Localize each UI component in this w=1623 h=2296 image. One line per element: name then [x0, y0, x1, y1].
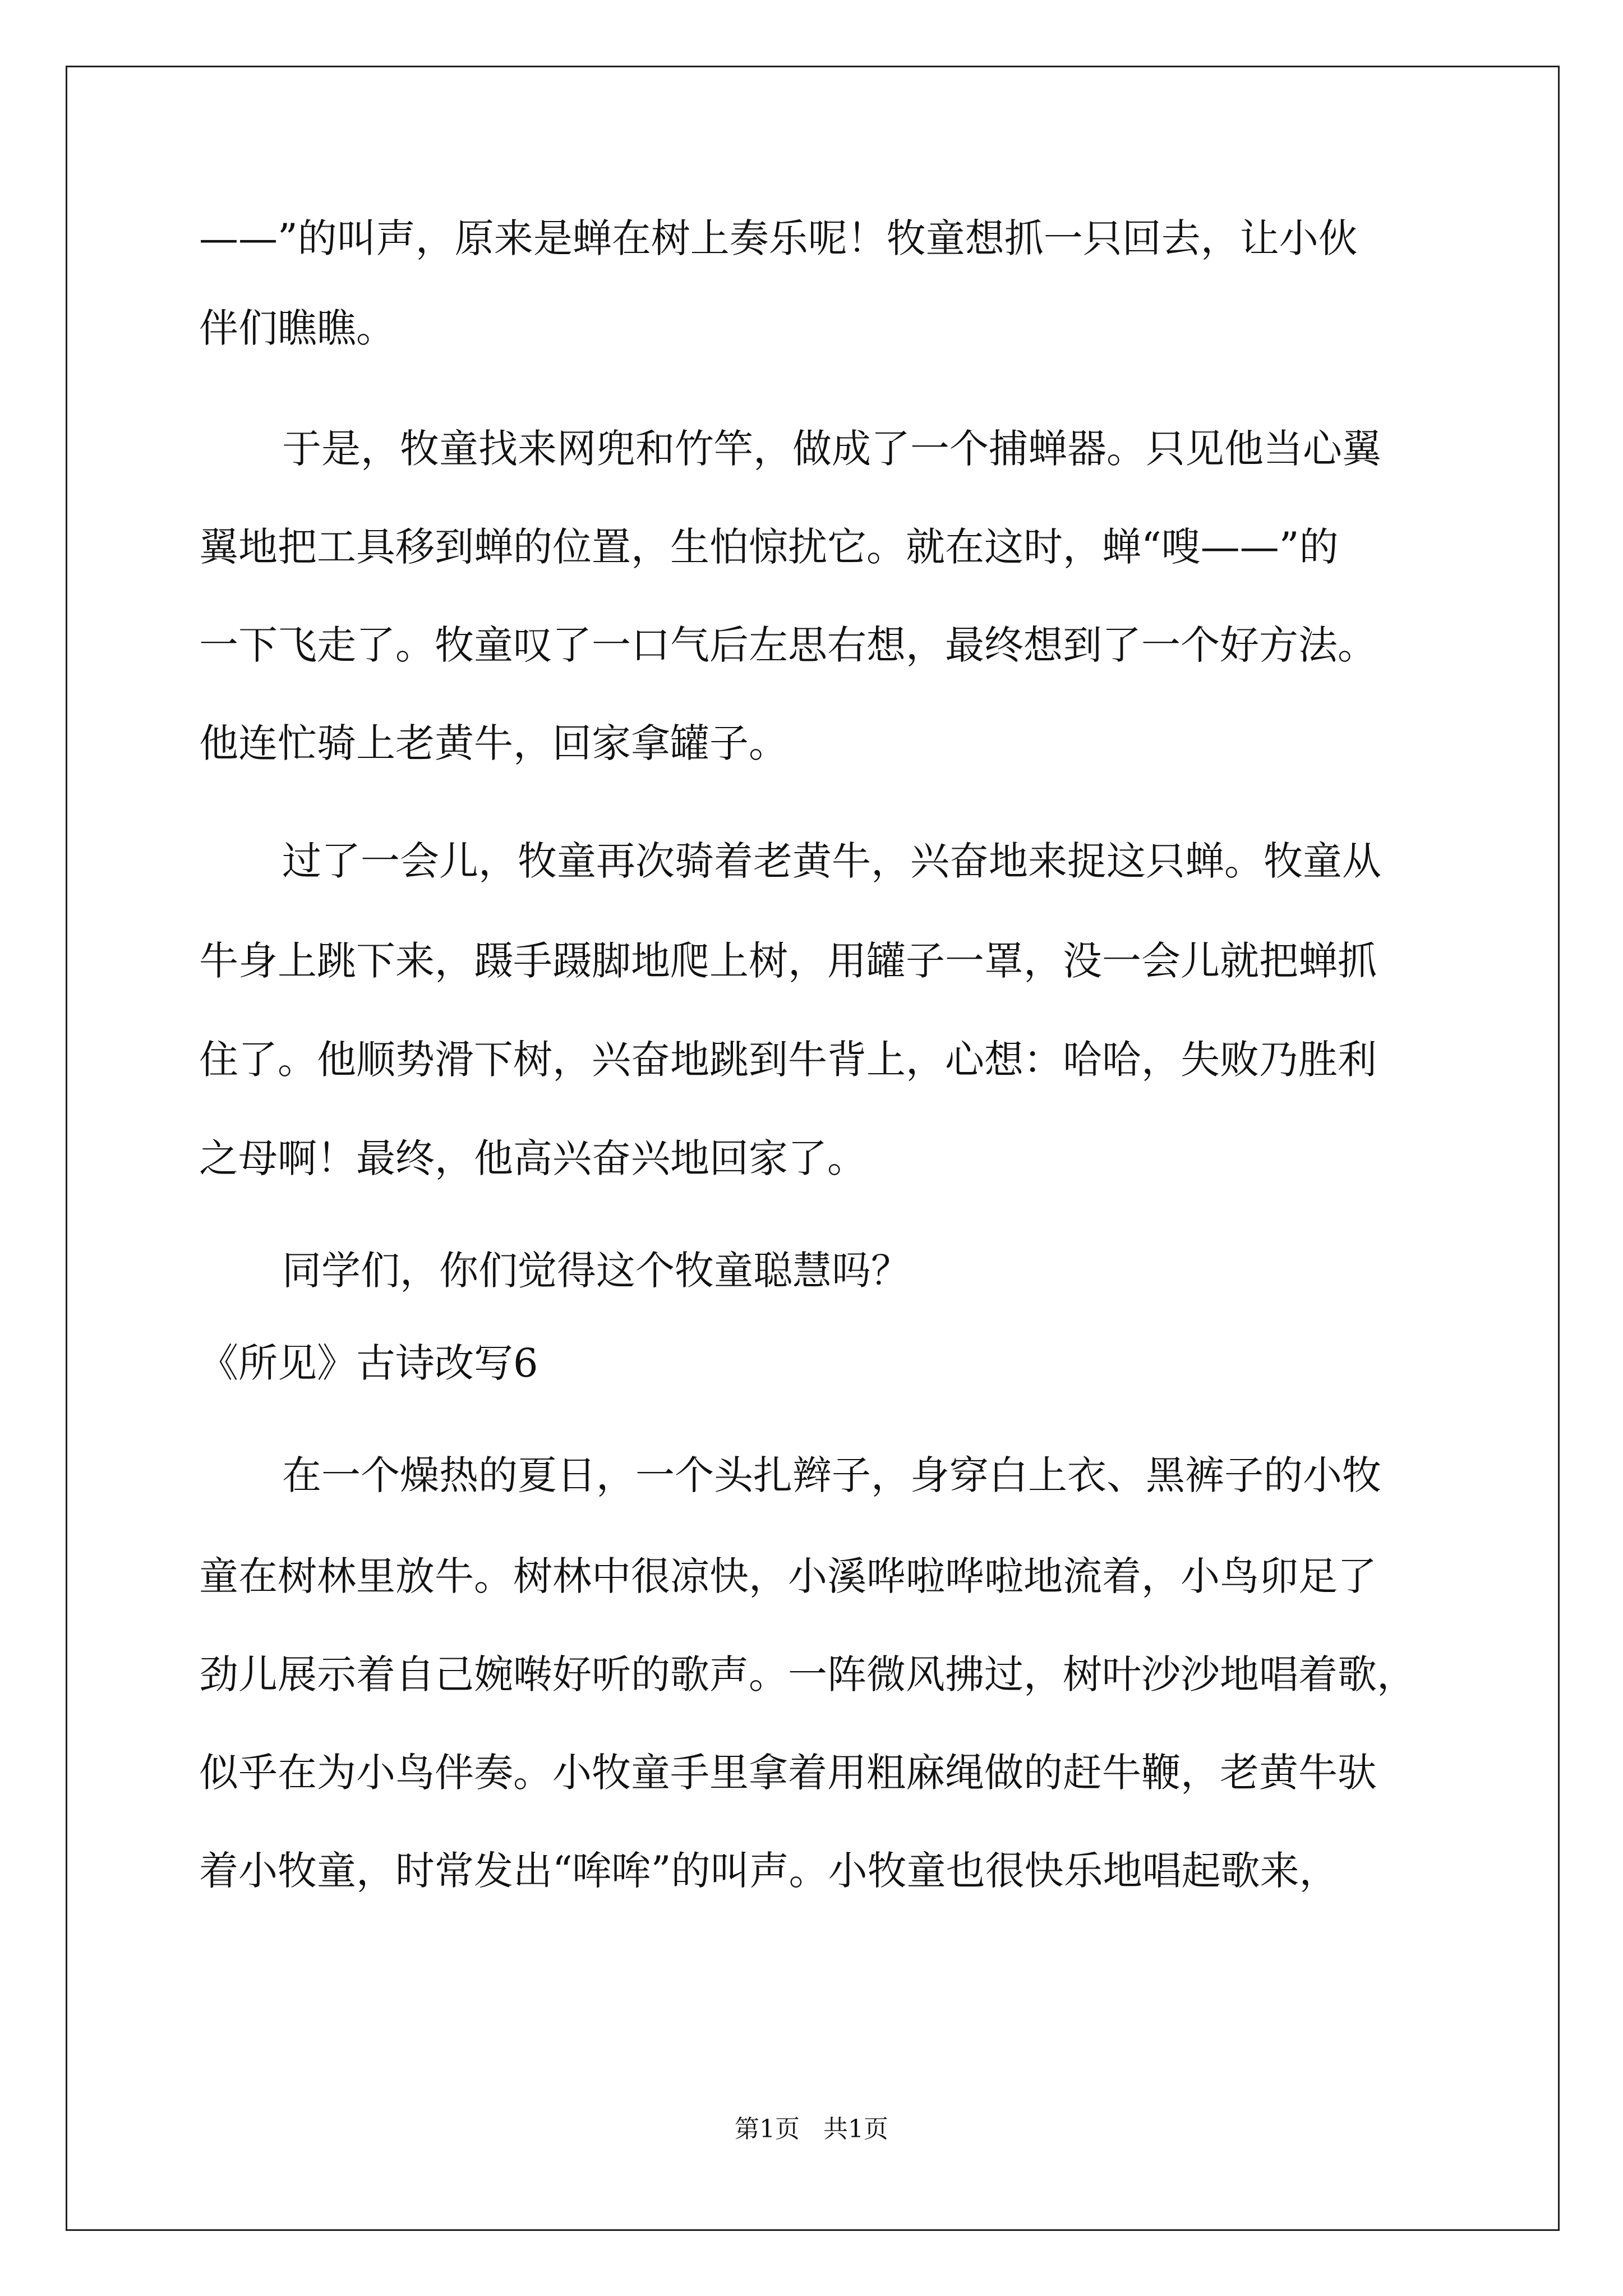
text-line: 之母啊！最终，他高兴奋兴地回家了。	[199, 1135, 866, 1181]
page-footer	[0, 2114, 1623, 2145]
page-number: 第1页	[735, 2115, 800, 2143]
text-line: 劲儿展示着自己婉啭好听的歌声。一阵微风拂过，树叶沙沙地唱着歌，	[199, 1651, 1416, 1697]
text-line: 牛身上跳下来，蹑手蹑脚地爬上树，用罐子一罩，没一会儿就把蝉抓	[199, 938, 1377, 984]
page-total: 共1页	[823, 2115, 888, 2143]
paragraph-start-line: 于是，牧童找来网兜和竹竿，做成了一个捕蝉器。只见他当心翼	[282, 426, 1381, 472]
text-line: 似乎在为小鸟伴奏。小牧童手里拿着用粗麻绳做的赶牛鞭，老黄牛驮	[199, 1750, 1377, 1796]
text-line: 童在树林里放牛。树林中很凉快，小溪哗啦哗啦地流着，小鸟卯足了	[199, 1553, 1377, 1599]
paragraph-start-line: 过了一会儿，牧童再次骑着老黄牛，兴奋地来捉这只蝉。牧童从	[282, 838, 1381, 884]
text-line: 他连忙骑上老黄牛，回家拿罐子。	[199, 720, 788, 766]
paragraph-start-line: 同学们，你们觉得这个牧童聪慧吗？	[282, 1248, 910, 1294]
text-line: 翼地把工具移到蝉的位置，生怕惊扰它。就在这时，蝉“嗖——”的	[199, 524, 1339, 570]
text-line: 住了。他顺势滑下树，兴奋地跳到牛背上，心想：哈哈，失败乃胜利	[199, 1037, 1377, 1083]
text-line: ——”的叫声，原来是蝉在树上奏乐呢！牧童想抓一只回去，让小伙	[199, 215, 1358, 261]
section-heading: 《所见》古诗改写6	[199, 1340, 538, 1386]
text-line: 伴们瞧瞧。	[199, 305, 395, 351]
text-line: 着小牧童，时常发出“哞哞”的叫声。小牧童也很快乐地唱起歌来，	[199, 1848, 1339, 1894]
text-line: 一下飞走了。牧童叹了一口气后左思右想，最终想到了一个好方法。	[199, 622, 1377, 668]
paragraph-start-line: 在一个燥热的夏日，一个头扎辫子，身穿白上衣、黑裤子的小牧	[282, 1452, 1381, 1498]
